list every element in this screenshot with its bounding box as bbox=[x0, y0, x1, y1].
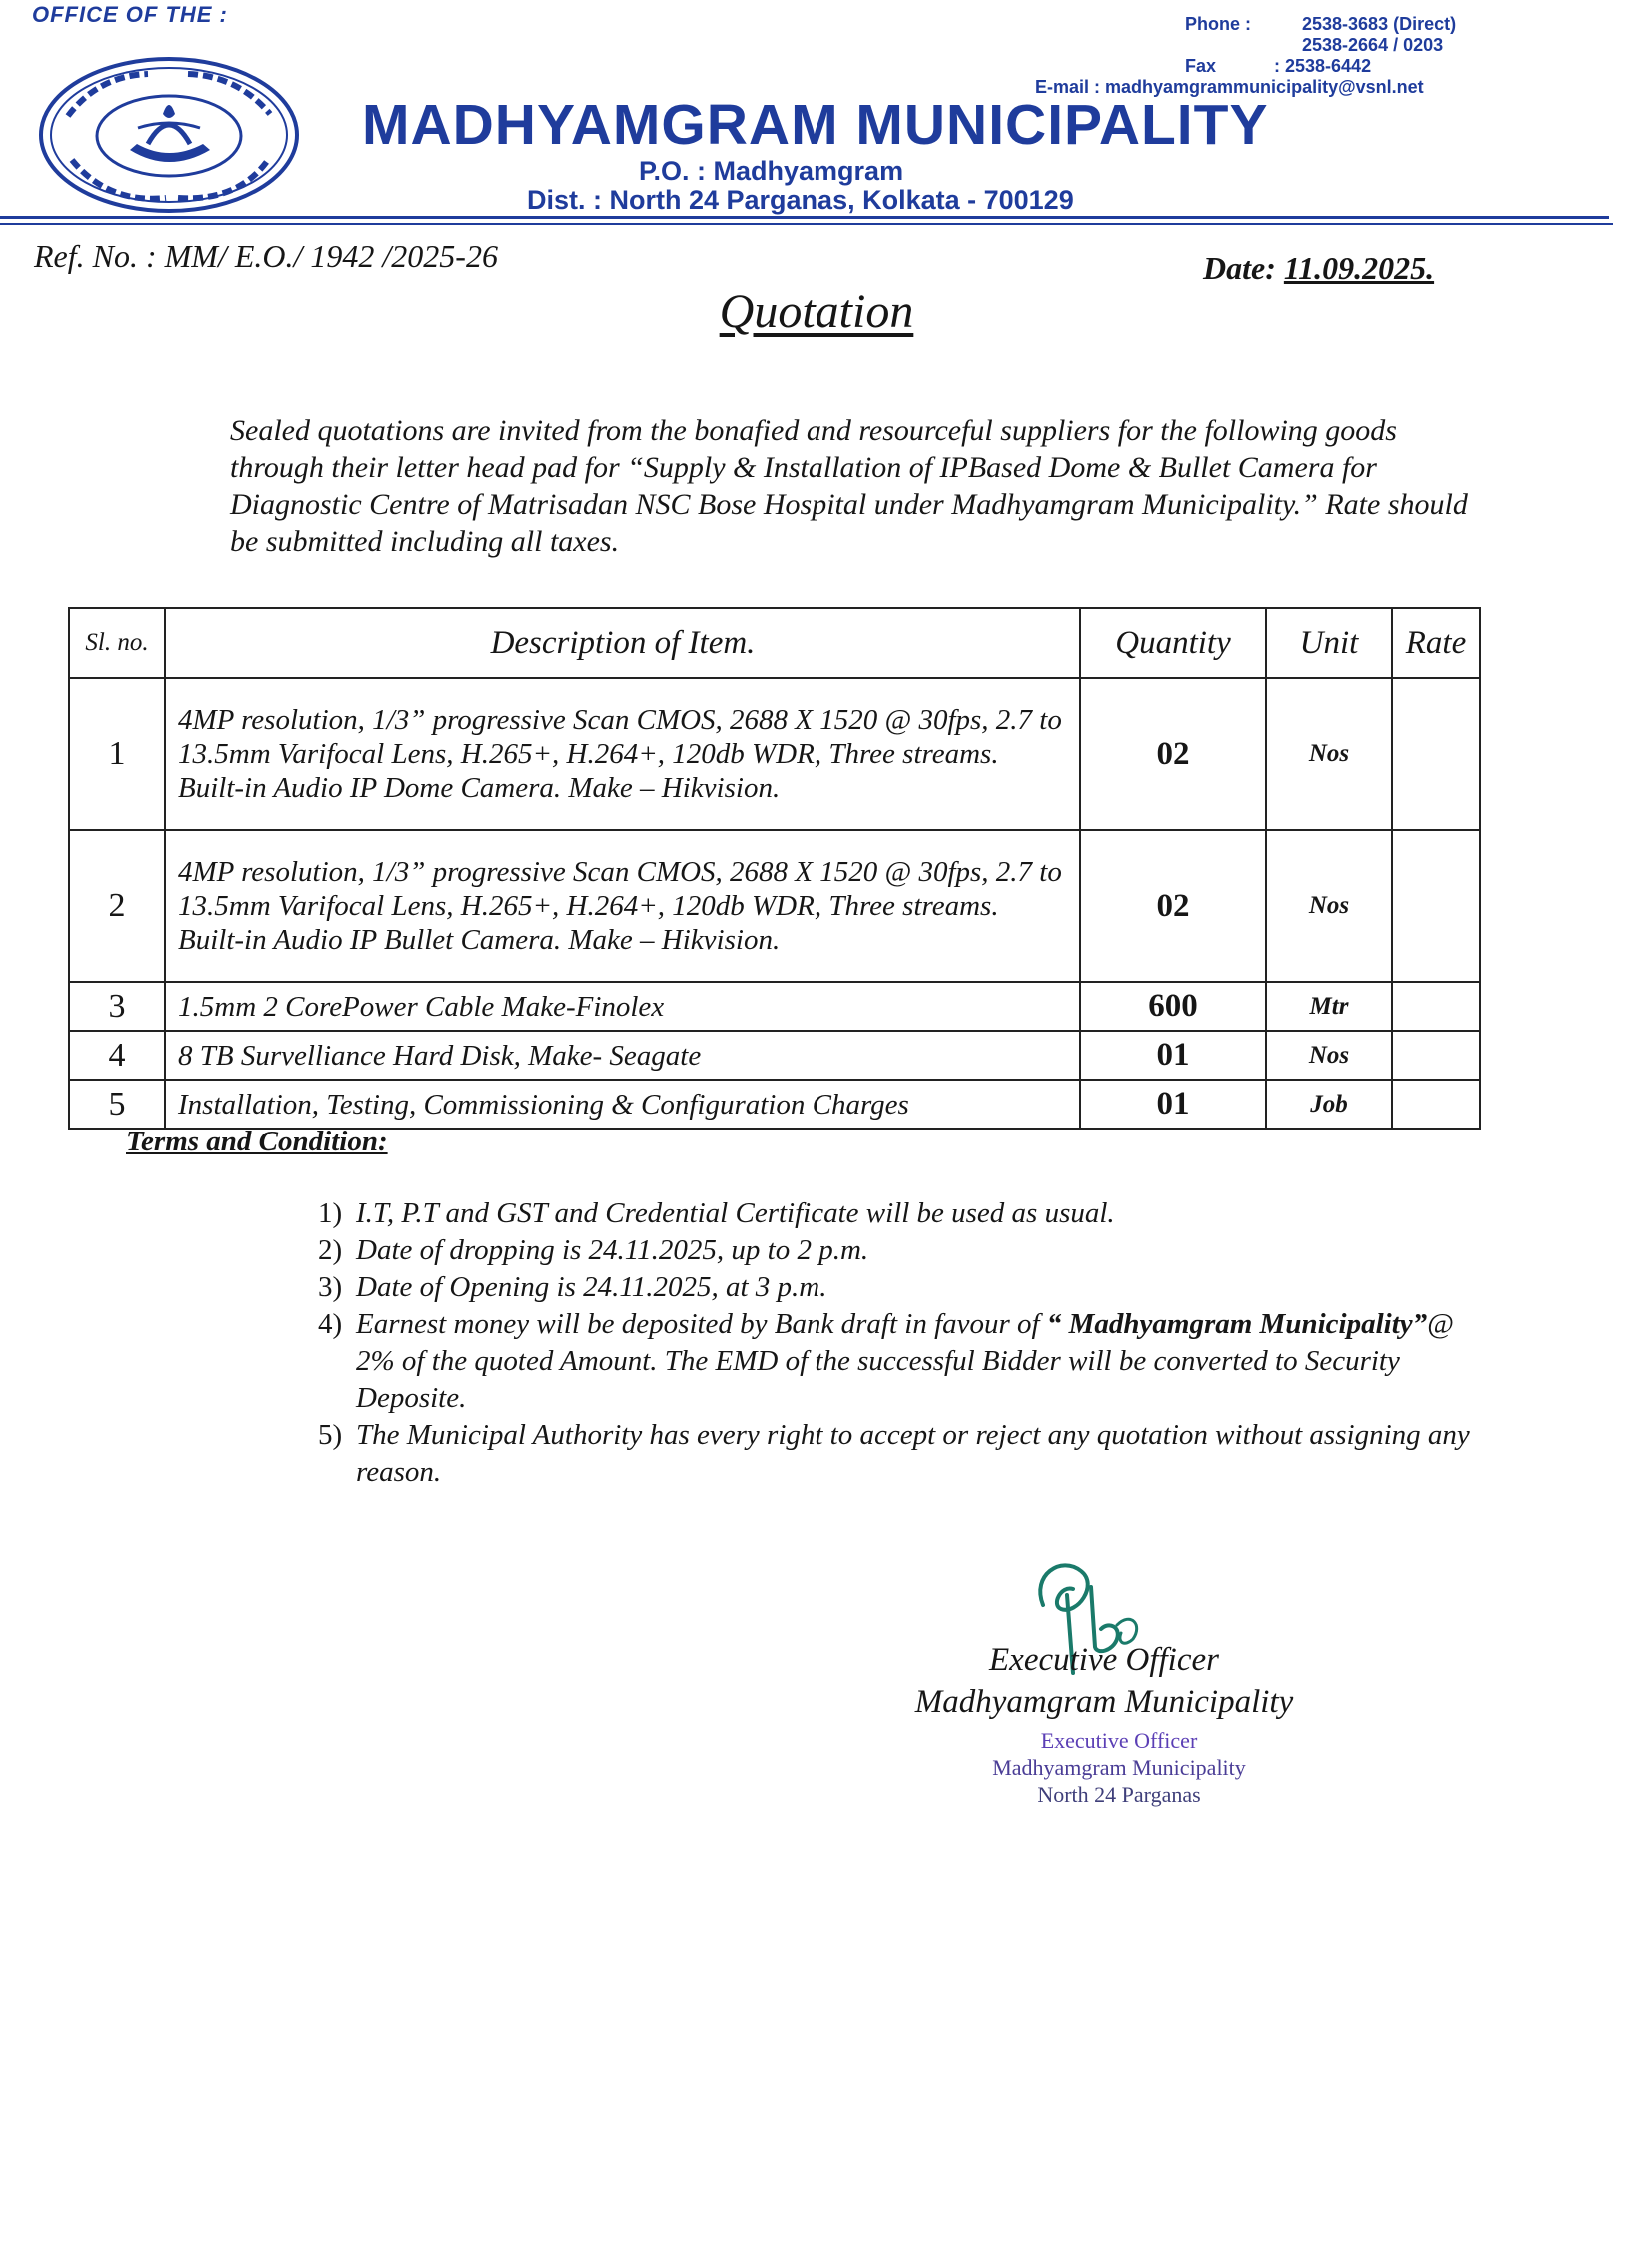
municipality-name: MADHYAMGRAM MUNICIPALITY bbox=[362, 93, 1269, 157]
stamp-line-organisation: Madhyamgram Municipality bbox=[992, 1755, 1246, 1780]
cell-sl: 5 bbox=[69, 1080, 165, 1129]
term-number: 4) bbox=[318, 1308, 343, 1340]
cell-sl: 1 bbox=[69, 678, 165, 830]
table-row bbox=[69, 982, 1480, 1031]
municipality-seal-icon bbox=[38, 56, 300, 214]
list-item bbox=[318, 1269, 1497, 1306]
cell-quantity: 600 bbox=[1080, 982, 1266, 1031]
cell-rate bbox=[1392, 830, 1480, 982]
cell-sl: 4 bbox=[69, 1031, 165, 1080]
cell-unit: Nos bbox=[1266, 1031, 1392, 1080]
header-rule-top bbox=[0, 216, 1609, 219]
cell-rate bbox=[1392, 678, 1480, 830]
ref-label: Ref. No. : bbox=[34, 238, 157, 274]
cell-rate bbox=[1392, 1080, 1480, 1129]
cell-unit: Mtr bbox=[1266, 982, 1392, 1031]
phone-label: Phone : bbox=[1185, 14, 1251, 34]
term-number: 2) bbox=[318, 1234, 343, 1266]
phone-number-direct: 2538-3683 (Direct) bbox=[1302, 14, 1457, 34]
signatory-organisation: Madhyamgram Municipality bbox=[914, 1684, 1294, 1720]
cell-unit: Job bbox=[1266, 1080, 1392, 1129]
stamp-line-district: North 24 Parganas bbox=[1037, 1782, 1201, 1807]
official-stamp bbox=[959, 1727, 1279, 1808]
cell-rate bbox=[1392, 982, 1480, 1031]
header-quantity: Quantity bbox=[1080, 608, 1266, 678]
district-address: Dist. : North 24 Parganas, Kolkata - 700129 bbox=[527, 185, 1074, 215]
header-description: Description of Item. bbox=[165, 608, 1080, 678]
term-text: I.T, P.T and GST and Credential Certificate will be used as usual. bbox=[356, 1197, 1115, 1229]
cell-unit: Nos bbox=[1266, 678, 1392, 830]
cell-description: 1.5mm 2 CorePower Cable Make-Finolex bbox=[165, 982, 1080, 1031]
fax-number: : 2538-6442 bbox=[1274, 56, 1372, 76]
term-text-post: @ 2% of the quoted Amount. The EMD of the successful Bidder will be converted to Security Deposite. bbox=[356, 1308, 1454, 1414]
terms-list bbox=[318, 1195, 1497, 1491]
list-item bbox=[318, 1232, 1497, 1269]
cell-quantity: 01 bbox=[1080, 1080, 1266, 1129]
phone-number-alt: 2538-2664 / 0203 bbox=[1302, 35, 1444, 55]
intro-paragraph: Sealed quotations are invited from the bonafied and resourceful suppliers for the following goods through their letter head pad for “Supply & Installation of IPBased Dome & Bullet Camera for Diagnostic Centre of Matrisadan NSC Bose Hospital under Madhyamgram Municipality.” Rate should be submitted including all taxes. bbox=[230, 414, 1468, 558]
header-unit: Unit bbox=[1266, 608, 1392, 678]
items-table bbox=[68, 607, 1481, 1130]
term-text: Date of Opening is 24.11.2025, at 3 p.m. bbox=[356, 1271, 827, 1303]
list-item bbox=[318, 1306, 1497, 1417]
term-number: 5) bbox=[318, 1419, 343, 1451]
date-label: Date: bbox=[1203, 250, 1276, 286]
reference-number bbox=[34, 238, 498, 275]
cell-quantity: 02 bbox=[1080, 830, 1266, 982]
cell-description: 8 TB Survelliance Hard Disk, Make- Seagate bbox=[165, 1031, 1080, 1080]
stamp-line-title: Executive Officer bbox=[1040, 1728, 1198, 1753]
term-text-bold: “ Madhyamgram Municipality” bbox=[1046, 1308, 1428, 1340]
office-of-label: OFFICE OF THE : bbox=[32, 2, 228, 27]
title-text: Quotation bbox=[719, 285, 914, 338]
cell-sl: 3 bbox=[69, 982, 165, 1031]
cell-rate bbox=[1392, 1031, 1480, 1080]
header-rule-bottom bbox=[0, 223, 1613, 225]
cell-description: Installation, Testing, Commissioning & Configuration Charges bbox=[165, 1080, 1080, 1129]
signatory-title: Executive Officer bbox=[989, 1642, 1219, 1678]
header-sl-no: Sl. no. bbox=[69, 608, 165, 678]
cell-quantity: 02 bbox=[1080, 678, 1266, 830]
table-row bbox=[69, 1080, 1480, 1129]
term-text: The Municipal Authority has every right to accept or reject any quotation without assigning any reason. bbox=[356, 1419, 1470, 1488]
document-title bbox=[0, 284, 1633, 339]
date-value: 11.09.2025. bbox=[1283, 250, 1435, 286]
table-header-row bbox=[69, 608, 1480, 678]
cell-quantity: 01 bbox=[1080, 1031, 1266, 1080]
term-number: 1) bbox=[318, 1197, 343, 1229]
list-item bbox=[318, 1195, 1497, 1232]
ref-value: MM/ E.O./ 1942 /2025-26 bbox=[164, 238, 498, 274]
cell-sl: 2 bbox=[69, 830, 165, 982]
cell-unit: Nos bbox=[1266, 830, 1392, 982]
term-text bbox=[356, 1306, 1497, 1417]
term-text-pre: Earnest money will be deposited by Bank draft in favour of bbox=[356, 1308, 1047, 1340]
list-item bbox=[318, 1417, 1497, 1491]
table-row bbox=[69, 678, 1480, 830]
term-text: Date of dropping is 24.11.2025, up to 2 p.m. bbox=[356, 1234, 869, 1266]
cell-description: 4MP resolution, 1/3” progressive Scan CMOS, 2688 X 1520 @ 30fps, 2.7 to 13.5mm Varifocal Lens, H.265+, H.264+, 120db WDR, Three streams. Built-in Audio IP Dome Camera. Make – Hikvision. bbox=[165, 678, 1080, 830]
header-rate: Rate bbox=[1392, 608, 1480, 678]
post-office: P.O. : Madhyamgram bbox=[639, 156, 904, 186]
fax-label: Fax bbox=[1185, 56, 1217, 76]
email-line: E-mail : madhyamgrammunicipality@vsnl.net bbox=[1035, 77, 1424, 97]
document-date bbox=[1203, 250, 1434, 287]
terms-heading: Terms and Condition: bbox=[126, 1126, 388, 1157]
cell-description: 4MP resolution, 1/3” progressive Scan CMOS, 2688 X 1520 @ 30fps, 2.7 to 13.5mm Varifocal Lens, H.265+, H.264+, 120db WDR, Three streams. Built-in Audio IP Bullet Camera. Make – Hikvision. bbox=[165, 830, 1080, 982]
term-number: 3) bbox=[318, 1271, 343, 1303]
table-row bbox=[69, 1031, 1480, 1080]
table-row bbox=[69, 830, 1480, 982]
signatory-block bbox=[879, 1639, 1329, 1723]
